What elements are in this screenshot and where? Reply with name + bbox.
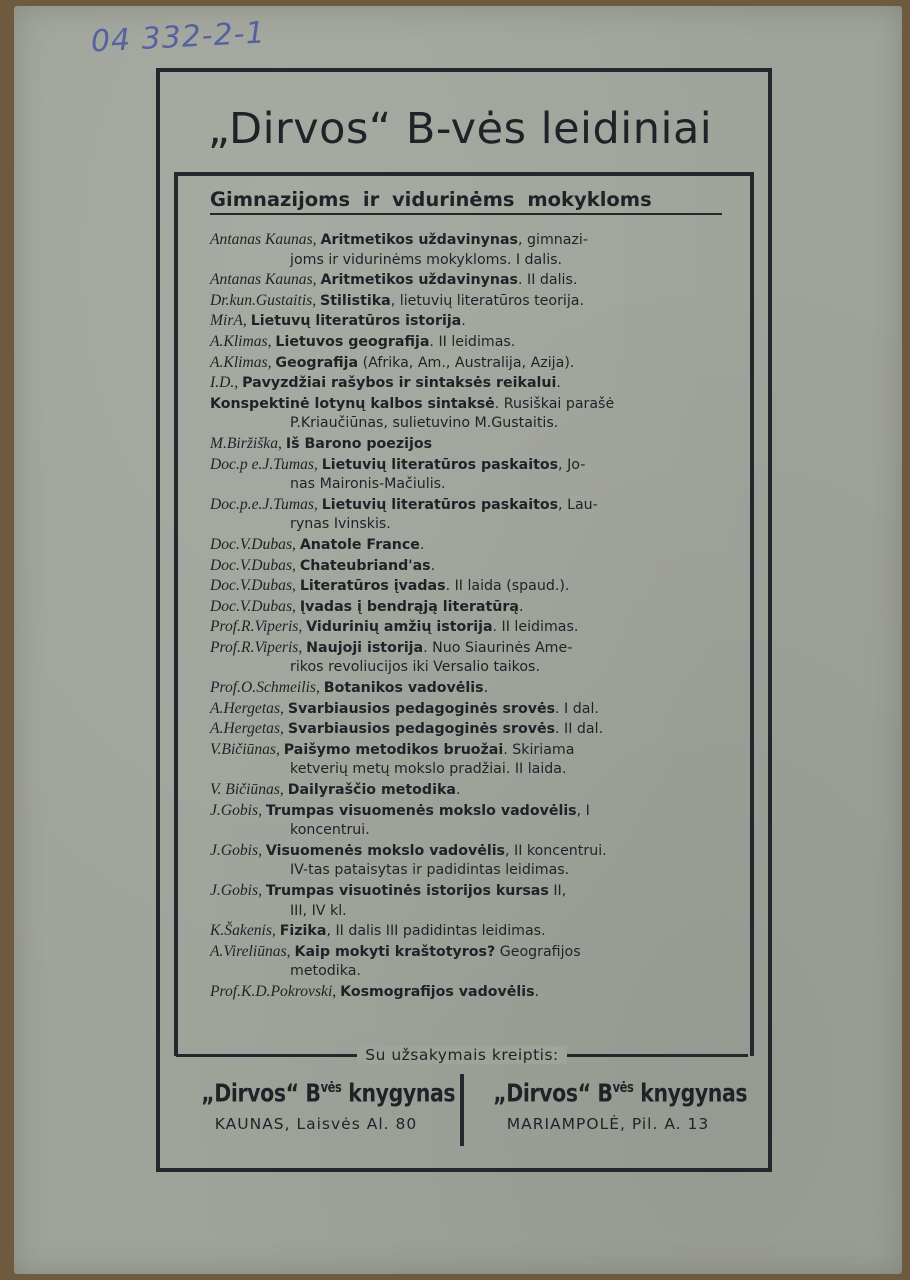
separator: , [315,679,324,697]
book-author: Antanas Kaunas [210,271,313,289]
book-author: A.Hergetas [210,720,281,738]
list-item [210,617,724,638]
book-note: . [430,557,436,574]
book-author: A.Klimas [210,353,268,371]
book-author: Doc.p e.J.Tumas [210,455,314,473]
list-item [210,556,724,577]
separator: , [292,556,300,574]
list-item [210,597,724,618]
separator: , [278,434,286,452]
book-title: Įvadas į bendrąją literatūrą [299,598,519,615]
separator: , [258,841,266,859]
book-author: Prof.K.D.Pokrovski [210,982,333,1000]
list-item [210,719,724,740]
book-note-continued: metodika. [290,963,361,980]
separator: , [267,332,276,350]
book-title: Stilistika [320,292,391,309]
book-note: . II dalis. [518,272,578,289]
book-note: . Nuo Siaurinės Ame- [423,639,573,656]
list-item [210,495,724,535]
book-note: . Skiriama [503,741,575,758]
separator: , [332,982,341,1000]
list-item [210,780,724,801]
book-title: Kosmografijos vadovėlis [340,983,535,1000]
book-note-continued: P.Kriaučiūnas, sulietuvino M.Gustaitis. [290,415,559,432]
separator: , [286,942,295,960]
book-author: Prof.R.Viperis [210,618,299,636]
book-note: . II dal. [555,721,604,738]
list-item [210,942,724,982]
book-note-continued: rynas Ivinskis. [290,516,391,533]
book-note-continued: koncentrui. [290,822,370,839]
book-list [210,230,724,1003]
book-author: Prof.R.Viperis [210,638,299,656]
store-kaunas [176,1070,456,1137]
book-author: V. Bičiūnas [210,781,280,799]
separator: , [298,618,307,636]
separator: , [313,455,322,473]
list-item [210,353,724,374]
list-item [210,699,724,720]
separator: , [275,740,284,758]
store-address: KAUNAS, Laisvės Al. 80 [214,1115,418,1134]
separator: , [313,495,322,513]
list-item [210,841,724,881]
store-name: „Dirvos“ $B^{vės}$ knygynas [493,1078,748,1108]
book-author: J.Gobis [210,882,259,899]
store-divider [460,1074,464,1146]
separator: , [292,577,300,595]
book-note-continued: III, IV kl. [290,902,347,919]
page-title: „Dirvos“ B-vės leidiniai [207,104,713,154]
list-item [210,881,724,921]
separator: , [280,720,288,738]
separator: , [280,699,288,717]
book-title: Visuomenės mokslo vadovėlis [265,842,505,859]
list-item [210,982,724,1003]
book-title: Lietuvos geografija [275,333,430,350]
book-title: Lietuvių literatūros paskaitos [321,456,559,473]
book-author: A.Hergetas [210,699,281,717]
order-text: Su užsakymais kreiptis: [357,1046,567,1064]
book-title: Fizika [279,923,327,940]
order-note [176,1046,748,1064]
book-author: Dr.kun.Gustaitis [210,291,313,309]
book-note: , II dalis III padidintas leidimas. [326,923,546,940]
book-note: . [483,680,489,697]
book-note-continued: ketverių metų mokslo pradžiai. II laida. [290,761,567,778]
title-box [162,92,758,166]
book-author: V.Bičiūnas [210,740,276,758]
book-author: K.Šakenis [210,922,272,940]
book-author: J.Gobis [210,841,259,859]
separator: , [312,231,321,248]
book-title: Paišymo metodikos bruožai [283,741,504,758]
list-item [210,678,724,699]
library-stamp: 04 332-2-1 [90,15,267,60]
book-title: Trumpas visuomenės mokslo vadovėlis [265,802,577,819]
separator: , [258,801,266,819]
book-title: Dailyraščio metodika [287,782,456,799]
book-title: Chateubriand'as [299,557,431,574]
book-author: Doc.p.e.J.Tumas [210,495,314,513]
book-author: Doc.V.Dubas [210,577,293,595]
book-title: Iš Barono poezijos [285,435,433,452]
book-title: Anatole France [299,536,420,553]
book-note: . I dal. [555,700,599,717]
book-title: Lietuvių literatūros paskaitos [321,496,559,513]
book-title: Vidurinių amžių istorija [306,619,493,636]
book-author: Antanas Kaunas [210,231,313,248]
book-note: . [461,313,466,330]
book-note: , Jo- [558,456,586,473]
book-note-continued: IV-tas pataisytas ir padidintas leidimas. [290,862,570,879]
book-note-continued: rikos revoliucijos iki Versalio taikos. [290,659,540,676]
separator: , [298,638,307,656]
book-author: MirA [210,312,243,330]
book-author: Prof.O.Schmeilis [210,679,316,697]
list-item [210,332,724,353]
list-item [210,230,724,270]
book-note: . II laida (spaud.). [445,578,570,595]
book-note: , gimnazi- [518,232,588,248]
separator: , [242,312,251,330]
book-note-continued: joms ir vidurinėms mokykloms. I dalis. [290,251,563,268]
separator: , [271,922,280,940]
list-item [210,270,724,291]
book-author: Doc.V.Dubas [210,597,293,615]
separator: , [267,353,276,371]
book-title: Aritmetikos uždavinynas [320,232,518,248]
list-item [210,291,724,312]
store-mariampole [468,1070,748,1137]
book-title: Lietuvų literatūros istorija [250,313,462,330]
book-note: . [534,983,540,1000]
book-author: Doc.V.Dubas [210,535,293,553]
book-note: . [419,536,425,553]
book-note: , II koncentrui. [505,842,607,859]
book-title: Literatūros įvadas [299,578,446,595]
separator: , [234,374,243,392]
separator: , [279,781,288,799]
list-item [210,576,724,597]
book-author: A.Vireliūnas [210,942,287,960]
book-title: Svarbiausios pedagoginės srovės [287,700,556,717]
list-item [210,921,724,942]
book-title: Svarbiausios pedagoginės srovės [287,721,556,738]
book-author: J.Gobis [210,801,259,819]
book-author: Doc.V.Dubas [210,556,293,574]
book-note: . II leidimas. [492,619,579,636]
book-note: . [556,375,561,392]
book-author: A.Klimas [210,332,268,350]
store-name: „Dirvos“ $B^{vės}$ knygynas [201,1078,456,1108]
store-address: MARIAMPOLĖ, Pil. A. 13 [506,1115,710,1134]
stores-block [176,1070,748,1150]
book-title: Trumpas visuotinės istorijos kursas [265,883,549,899]
separator: , [292,535,300,553]
book-title: Konspektinė lotynų kalbos sintaksė [210,395,495,412]
book-note: . II leidimas. [429,333,516,350]
list-item [210,801,724,841]
book-title: Geografija [275,354,359,371]
book-title: Naujoji istorija [306,639,424,656]
book-note: Geografijos [495,943,581,960]
list-item [210,373,724,394]
book-note: , Lau- [558,496,598,513]
book-author: I.D. [210,374,235,392]
book-note: . [455,782,461,799]
book-title: Aritmetikos uždavinynas [320,272,518,289]
book-note: , I [576,802,590,819]
separator: , [292,597,300,615]
separator: , [258,882,266,899]
book-note-continued: nas Maironis-Mačiulis. [290,476,446,493]
book-note: (Afrika, Am., Australija, Azija). [358,354,575,371]
separator: , [312,271,321,289]
book-title: Pavyzdžiai rašybos ir sintaksės reikalui [242,375,557,392]
book-author: M.Biržiška [210,434,279,452]
book-title: Kaip mokyti kraštotyros? [294,943,496,960]
book-note: II, [548,883,567,899]
book-note: . Rusiškai parašė [494,395,615,412]
list-item [210,434,724,455]
section-heading: Gimnazijoms ir vidurinėms mokykloms [210,188,722,215]
list-item [210,311,724,332]
book-title: Botanikos vadovėlis [323,680,484,697]
list-item [210,455,724,495]
separator: , [312,291,321,309]
book-note: . [518,598,524,615]
list-item [210,638,724,678]
list-item [210,740,724,780]
list-item [210,394,724,434]
list-item [210,535,724,556]
book-note: , lietuvių literatūros teorija. [390,292,585,309]
